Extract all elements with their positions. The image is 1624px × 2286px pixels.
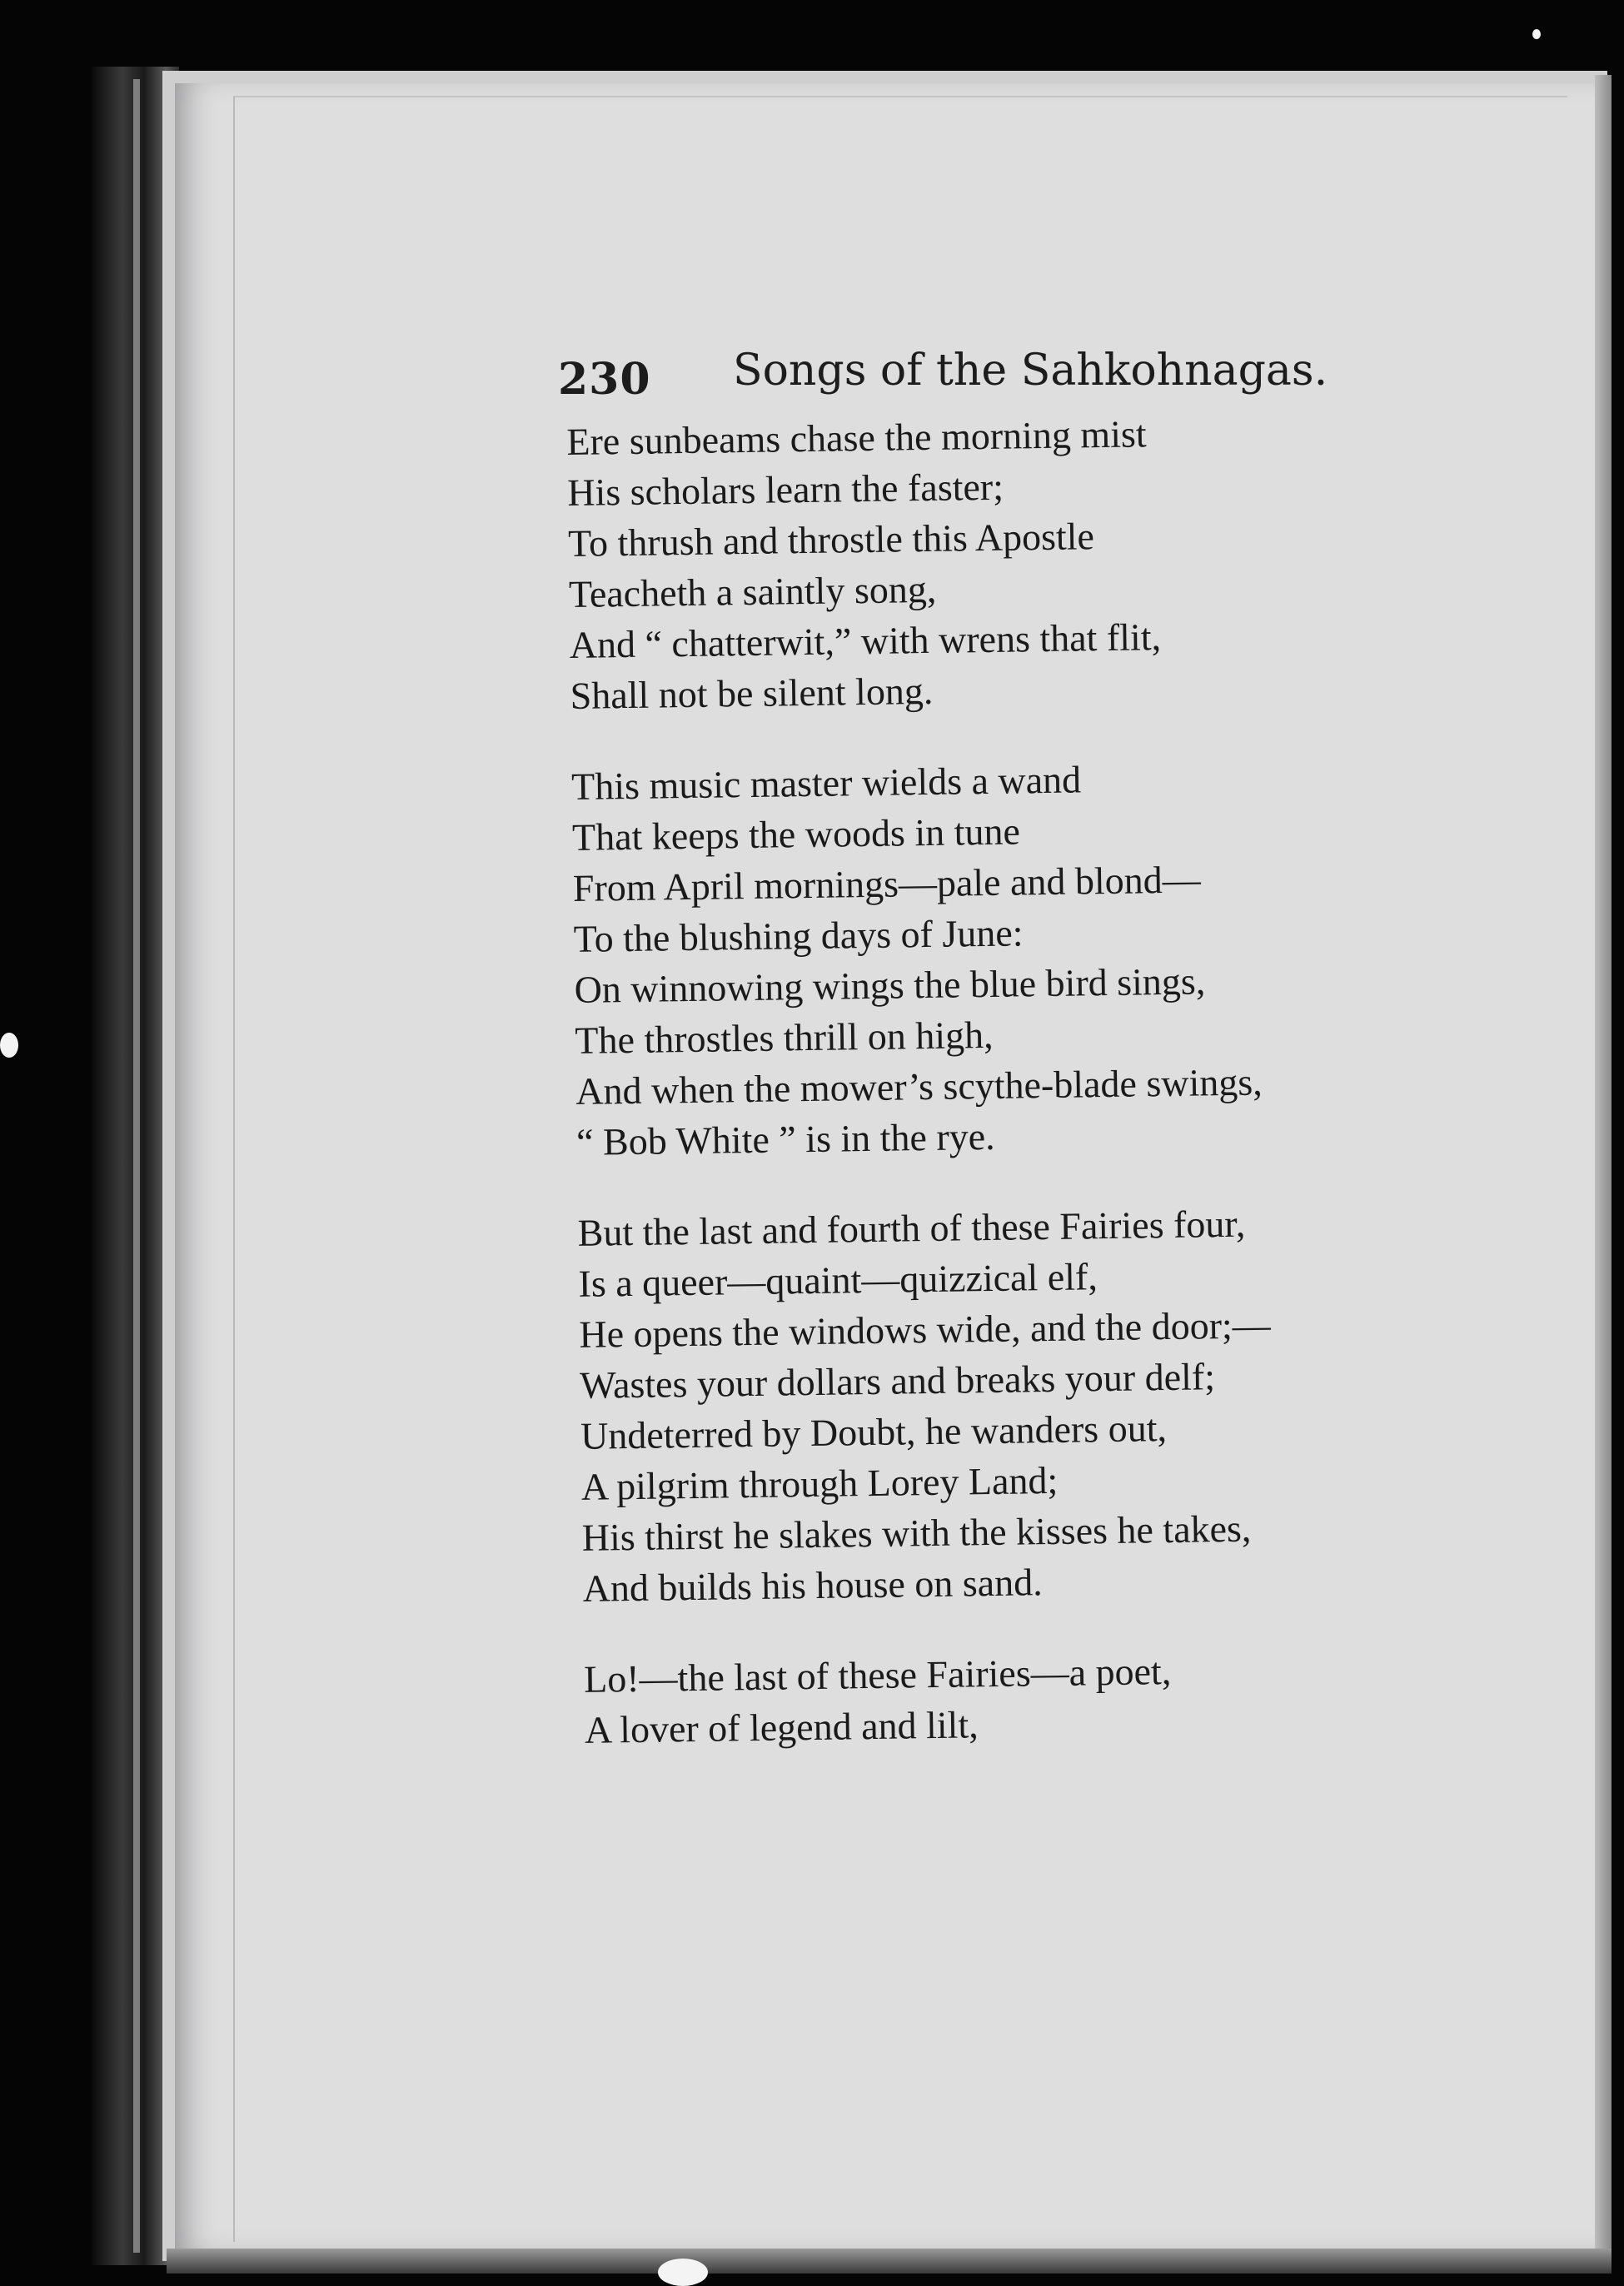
running-head — [558, 337, 1391, 412]
poem-line: Teacheth a saintly song, — [568, 567, 937, 615]
poem-line: Shall not be silent long. — [570, 669, 934, 717]
poem-line: Ere sunbeams chase the morning mist — [566, 412, 1147, 463]
stanza-1 — [566, 403, 1503, 721]
poem-line: “ Bob White ” is in the rye. — [575, 1114, 995, 1163]
scan-speck — [658, 2259, 708, 2286]
poem-line: To the blushing days of June: — [573, 911, 1024, 960]
poem-line: And builds his house on sand. — [582, 1561, 1043, 1610]
poem-line: His scholars learn the faster; — [566, 465, 1004, 514]
poem-line: The throstles thrill on high, — [575, 1013, 994, 1062]
poem-line: To thrush and throstle this Apostle — [567, 515, 1095, 565]
spine-highlight — [133, 79, 140, 2253]
page-number: 230 — [558, 354, 651, 405]
book-title: Songs of the Sahkohnagas. — [733, 346, 1328, 396]
poem-line: Is a queer—quaint—quizzical elf, — [578, 1255, 1098, 1305]
poem-line: Wastes your dollars and breaks your delf; — [579, 1355, 1216, 1407]
poem-line: A lover of legend and lilt, — [584, 1703, 979, 1751]
page-bottom-edge — [167, 2249, 1612, 2274]
poem-line: A pilgrim through Lorey Land; — [580, 1458, 1059, 1508]
poem-line: From April mornings—pale and blond— — [572, 858, 1202, 909]
scan-speck — [0, 1033, 18, 1058]
scan-speck — [1532, 29, 1541, 39]
stanza-4 — [584, 1641, 1518, 1756]
stanza-3 — [577, 1194, 1516, 1614]
poem-line: And “ chatterwit,” with wrens that flit, — [569, 615, 1162, 666]
page-right-edge — [1595, 75, 1612, 2257]
poem-line: On winnowing wings the blue bird sings, — [574, 959, 1206, 1011]
poem-line: This music master wields a wand — [570, 758, 1082, 808]
poem-line: But the last and fourth of these Fairies four, — [577, 1202, 1246, 1254]
poem-line: He opens the windows wide, and the door;— — [579, 1303, 1272, 1356]
poem-line: That keeps the woods in tune — [571, 809, 1021, 859]
stanza-2 — [571, 748, 1510, 1168]
poem-line: And when the mower’s scythe-blade swings, — [575, 1060, 1263, 1113]
poem-line: Undeterred by Doubt, he wanders out, — [580, 1407, 1168, 1457]
poem-text — [566, 403, 1518, 1795]
poem-line: His thirst he slakes with the kisses he takes, — [581, 1507, 1252, 1559]
poem-line: Lo!—the last of these Fairies—a poet, — [583, 1650, 1172, 1701]
